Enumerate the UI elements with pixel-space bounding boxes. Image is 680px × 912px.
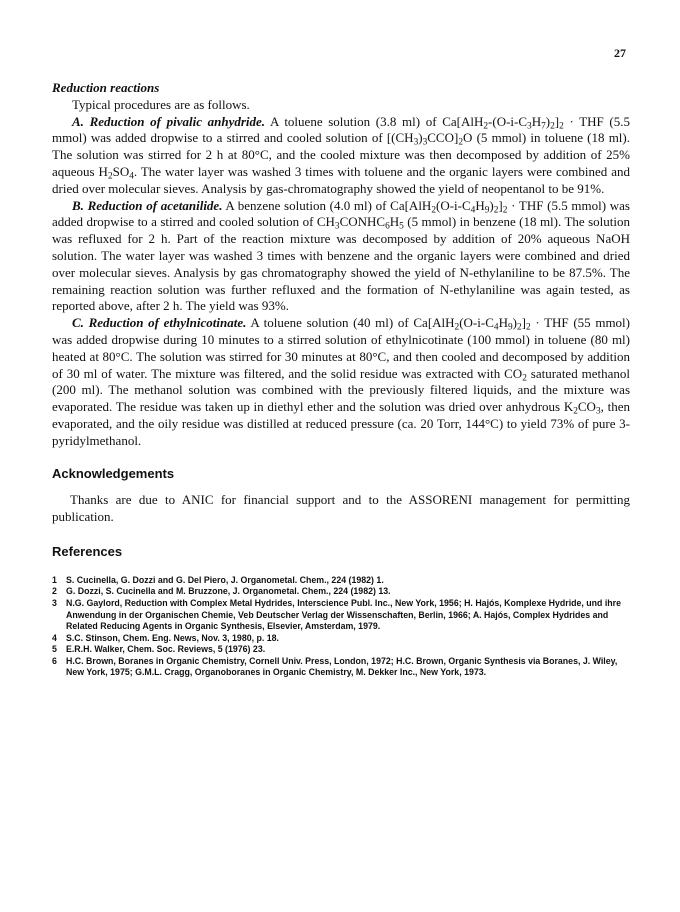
reference-number: 4 — [52, 632, 57, 643]
subscript: 9 — [507, 322, 513, 333]
reference-text: N.G. Gaylord, Reduction with Complex Metal Hydrides, Interscience Publ. Inc., New York, 1956; H. Hajós, Komplexe Hydride, und ihre Anwendung in der Organischen Chemie, Veb Deutscher Verlag der Wissenschaften, Berlin, 1966; A. Hajós, Complex Hydrides and Related Reducing Agents in Organic Synthesis, Elsevier, Amsterdam, 1979. — [66, 597, 621, 632]
section-title: Reduction reactions — [52, 80, 160, 95]
subscript: 5 — [399, 221, 404, 232]
subscript: 4 — [129, 171, 134, 182]
subscript: 2 — [458, 137, 463, 148]
procedure-paragraph — [52, 198, 630, 316]
reference-number: 2 — [52, 586, 57, 597]
subscript: 2 — [559, 120, 564, 131]
subscript: 4 — [493, 322, 499, 333]
subscript: 6 — [385, 221, 390, 232]
reference-text: S. Cucinella, G. Dozzi and G. Del Piero, J. Organometal. Chem., 224 (1982) 1. — [66, 574, 384, 585]
subscript: 2 — [516, 322, 522, 333]
reference-text: S.C. Stinson, Chem. Eng. News, Nov. 3, 1980, p. 18. — [66, 632, 279, 643]
article-body — [52, 80, 630, 679]
reference-number: 1 — [52, 574, 57, 585]
procedure-lead: A. Reduction of pivalic anhydride. — [72, 113, 266, 129]
reference-item — [52, 598, 630, 633]
subscript: 2 — [502, 204, 508, 215]
intro-paragraph: Typical procedures are as follows. — [72, 96, 250, 112]
procedure-paragraph — [52, 315, 630, 449]
subscript: 2 — [550, 120, 555, 131]
subscript: 2 — [107, 171, 113, 182]
reference-item — [52, 644, 630, 656]
reference-item — [52, 656, 630, 679]
procedure-text: A toluene solution (3.8 ml) of $Ca[AlH_2-(O-i-C_3H_7)_2]_2$ · THF (5.5 mmol) was added dropwise to a stirred and cooled solution of $[(CH_3)_3CCO]_2O$ (5 mmol) in toluene (18 ml). The solution was stirred for 2 h at 80°C, and the cooled mixture was then decomposed by addition of 25% aqueous $H_2SO_4$. The water layer was washed 3 times with toluene and the organic layers were combined and dried over molecular sieves. Analysis by gas-chromatography showed the yield of neopentanol to be 91%. — [52, 113, 631, 196]
procedure-lead: B. Reduction of acetanilide. — [72, 197, 223, 213]
subscript: 3 — [334, 221, 340, 232]
subscript: 2 — [483, 120, 489, 131]
subscript: 2 — [522, 372, 527, 383]
reference-number: 3 — [52, 597, 57, 608]
acknowledgements-heading: Acknowledgements — [52, 465, 175, 481]
reference-number: 5 — [52, 644, 57, 655]
reference-number: 6 — [52, 655, 57, 666]
procedure-text: A toluene solution (40 ml) of $Ca[AlH_2(O-i-C_4H_9)_2]_2$ · THF (55 mmol) was added dropwise during 10 minutes to a stirred solution of ethylnicotinate (100 mmol) in toluene (80 ml) heated at 80°C. The solution was stirred for 30 minutes at 80°C, and then cooled and decomposed by addition of 30 ml of water. The mixture was filtered, and the solid residue was extracted with $CO_2$ saturated methanol (200 ml). The methanol solution was combined with the previously filtered liquids, and the mixture was evaporated. The residue was taken up in diethyl ether and the solution was dried over anhydrous $K_2CO_3$, then evaporated, and the oily residue was distilled at reduced pressure (ca. 20 Torr, 144°C) to yield 73% of pure 3-pyridylmethanol. — [52, 315, 630, 448]
subscript: 3 — [595, 406, 601, 417]
reference-item — [52, 575, 630, 587]
reference-item — [52, 633, 630, 645]
subscript: 3 — [413, 137, 419, 148]
reference-list — [52, 575, 630, 679]
reference-text: G. Dozzi, S. Cucinella and M. Bruzzone, J. Organometal. Chem., 224 (1982) 13. — [66, 586, 391, 597]
subscript: 7 — [541, 120, 546, 131]
subscript: 2 — [493, 204, 499, 215]
subscript: 2 — [431, 204, 436, 215]
procedure-text: A benzene solution (4.0 ml) of $Ca[AlH_2(O-i-C_4H_9)_2]_2$ · THF (5.5 mmol) was added dropwise to a stirred and cooled solution of $CH_3CONHC_6H_5$ (5 mmol) in benzene (18 ml). The solution was refluxed for 2 h. Part of the reaction mixture was decomposed by addition of 20% aqueous NaOH solution. The water layer was washed 3 times with benzene and the organic layers were combined and dried over molecular sieves. Analysis by gas chromatography showed the yield of N-ethylaniline to be 87.5%. The remaining reaction solution was further refluxed and the formation of N-ethylaniline was again tested, as reported above, after 2 h. The yield was 93%. — [52, 197, 630, 314]
subscript: 2 — [573, 406, 578, 417]
page-number: 27 — [614, 46, 626, 60]
references-heading: References — [52, 543, 123, 559]
subscript: 4 — [470, 204, 476, 215]
subscript: 9 — [484, 204, 490, 215]
procedure-paragraph — [52, 114, 630, 198]
procedures — [52, 114, 630, 450]
acknowledgements-text: Thanks are due to ANIC for financial support and to the ASSORENI management for permitting publication. — [52, 492, 630, 525]
procedure-lead: C. Reduction of ethylnicotinate. — [72, 315, 247, 331]
reference-text: H.C. Brown, Boranes in Organic Chemistry, Cornell Univ. Press, London, 1972; H.C. Brown, Organic Synthesis via Boranes, J. Wiley, New York, 1975; G.M.L. Cragg, Organoboranes in Organic Chemistry, M. Dekker Inc., New York, 1973. — [66, 655, 618, 678]
reference-item — [52, 586, 630, 598]
subscript: 2 — [525, 322, 531, 333]
subscript: 3 — [527, 120, 532, 131]
reference-text: E.R.H. Walker, Chem. Soc. Reviews, 5 (1976) 23. — [66, 644, 266, 655]
subscript: 3 — [422, 137, 428, 148]
subscript: 2 — [454, 322, 460, 333]
